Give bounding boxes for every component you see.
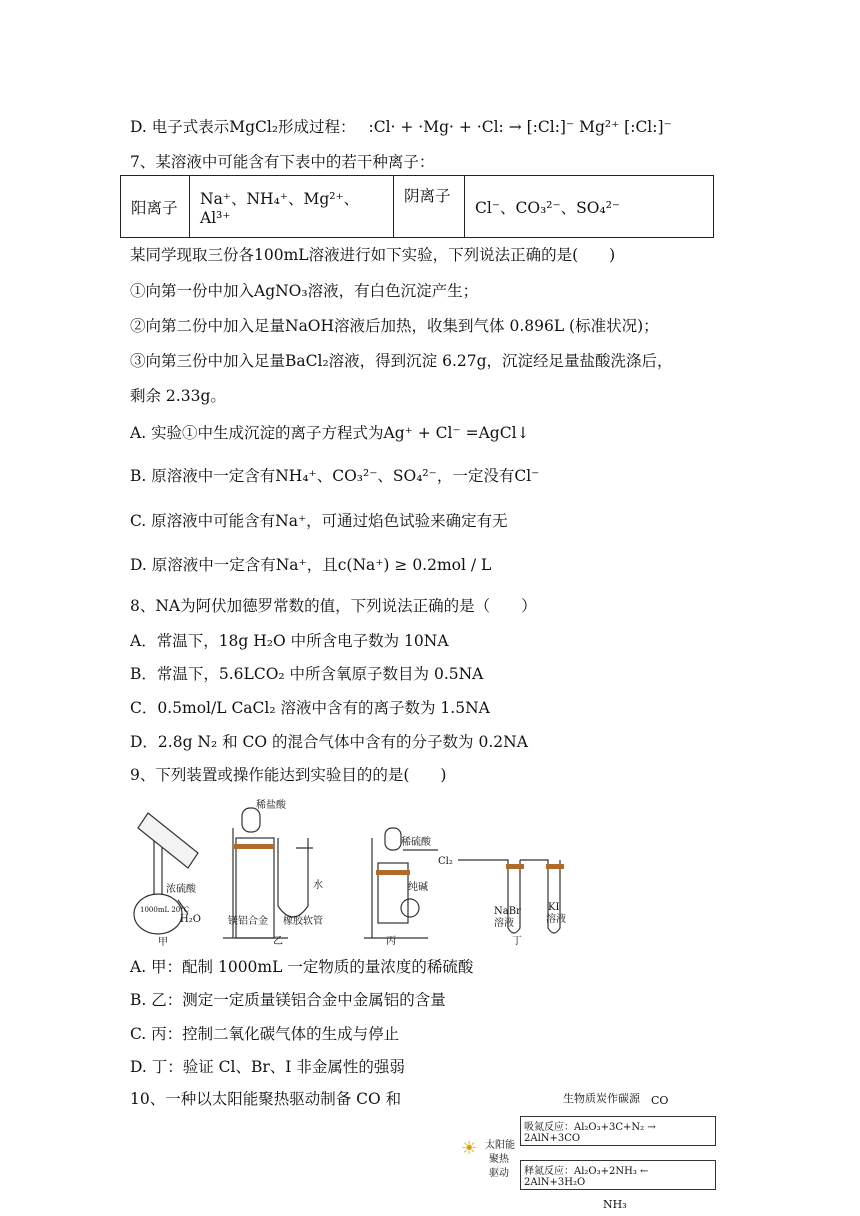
ion-table — [120, 175, 714, 238]
fig-label-yi: 乙 — [273, 936, 283, 947]
q7-exp3b: 剩余 2.33g。 — [130, 387, 226, 405]
q10-flow-diagram — [455, 1090, 725, 1212]
q7-exp2: ②向第二份中加入足量NaOH溶液后加热，收集到气体 0.896L (标准状况)； — [130, 317, 659, 335]
anion-list: Cl⁻、CO₃²⁻、SO₄²⁻ — [465, 176, 714, 238]
q7-exp1: ①向第一份中加入AgNO₃溶液，有白色沉淀产生； — [130, 282, 479, 300]
q8-option-a: A．常温下，18g H₂O 中所含电子数为 10NA — [130, 632, 449, 650]
fig-label-jia: 甲 — [158, 937, 168, 948]
q9-apparatus-figure — [128, 798, 578, 948]
q7-option-b: B. 原溶液中一定含有NH₄⁺、CO₃²⁻、SO₄²⁻，一定没有Cl⁻ — [130, 467, 540, 485]
cation-list: Na⁺、NH₄⁺、Mg²⁺、Al³⁺ — [190, 176, 394, 238]
fig-conc-acid: 浓硫酸 — [166, 884, 196, 895]
q7-option-c: C. 原溶液中可能含有Na⁺，可通过焰色试验来确定有无 — [130, 512, 508, 530]
flow-sun-icon: ☀ — [461, 1138, 478, 1159]
q7-option-d: D. 原溶液中一定含有Na⁺，且c(Na⁺) ≥ 0.2mol / L — [130, 556, 492, 574]
q9-option-b: B. 乙：测定一定质量镁铝合金中金属铝的含量 — [130, 991, 446, 1009]
fig-dil-h2so4: 稀硫酸 — [401, 837, 431, 848]
q8-stem: 8、NA为阿伏加德罗常数的值，下列说法正确的是（ ） — [130, 597, 537, 615]
q8-option-d: D．2.8g N₂ 和 CO 的混合气体中含有的分子数为 0.2NA — [130, 733, 528, 751]
flow-nh3: NH₃ — [603, 1198, 627, 1211]
q6-d-text: D. 电子式表示MgCl₂形成过程： — [130, 118, 356, 136]
q6-d-equation: :Cl· + ·Mg· + ·Cl: → [:Cl:]⁻ Mg²⁺ [:Cl:]⁻ — [368, 118, 672, 136]
q8-option-c: C．0.5mol/L CaCl₂ 溶液中含有的离子数为 1.5NA — [130, 699, 490, 717]
fig-sol-1: 溶液 — [494, 918, 514, 929]
q7-stem: 7、某溶液中可能含有下表中的若干种离子： — [130, 153, 435, 171]
fig-dil-hcl: 稀盐酸 — [256, 800, 286, 811]
fig-ki: KI — [548, 902, 560, 913]
cation-label: 阳离子 — [121, 176, 190, 238]
q7-exp3a: ③向第三份中加入足量BaCl₂溶液，得到沉淀 6.27g，沉淀经足量盐酸洗涤后， — [130, 352, 673, 370]
fig-h2o: H₂O — [180, 914, 201, 925]
fig-cl2: Cl₂ — [438, 856, 453, 867]
anion-label: 阴离子 — [394, 176, 465, 238]
flow-co: CO — [651, 1094, 669, 1107]
flow-release-box: 释氮反应：Al₂O₃+2NH₃ ← 2AlN+3H₂O — [520, 1160, 716, 1190]
flow-sun-label-1: 太阳能 — [485, 1140, 515, 1151]
fig-alloy: 镁铝合金 — [228, 916, 268, 927]
flow-absorb-box: 吸氮反应：Al₂O₃+3C+N₂ → 2AlN+3CO — [520, 1116, 716, 1146]
q9-stem: 9、下列装置或操作能达到实验目的的是( ) — [130, 766, 447, 784]
fig-water: 水 — [313, 880, 323, 891]
fig-nabr: NaBr — [494, 906, 521, 917]
flow-sun-label-3: 驱动 — [489, 1168, 509, 1179]
q7-option-a: A. 实验①中生成沉淀的离子方程式为Ag⁺ + Cl⁻ =AgCl↓ — [130, 424, 530, 442]
fig-flask-label: 1000mL 20°C — [140, 906, 190, 914]
flow-source: 生物质炭作碳源 — [563, 1092, 640, 1105]
q9-option-a: A. 甲：配制 1000mL 一定物质的量浓度的稀硫酸 — [130, 958, 474, 976]
q10-stem: 10、一种以太阳能聚热驱动制备 CO 和 — [130, 1090, 402, 1108]
fig-sol-2: 溶液 — [546, 914, 566, 925]
flow-sun-label-2: 聚热 — [489, 1154, 509, 1165]
q6-option-d — [130, 116, 672, 138]
q9-option-c: C. 丙：控制二氧化碳气体的生成与停止 — [130, 1025, 400, 1043]
fig-label-ding: 丁 — [512, 936, 522, 947]
q9-option-d: D. 丁：验证 Cl、Br、I 非金属性的强弱 — [130, 1058, 405, 1076]
fig-label-bing: 丙 — [386, 936, 396, 947]
q8-option-b: B．常温下，5.6LCO₂ 中所含氧原子数目为 0.5NA — [130, 665, 484, 683]
fig-tube: 橡胶软管 — [283, 916, 323, 927]
fig-soda: 纯碱 — [408, 882, 428, 893]
q7-intro: 某同学现取三份各100mL溶液进行如下实验，下列说法正确的是( ) — [130, 246, 616, 264]
